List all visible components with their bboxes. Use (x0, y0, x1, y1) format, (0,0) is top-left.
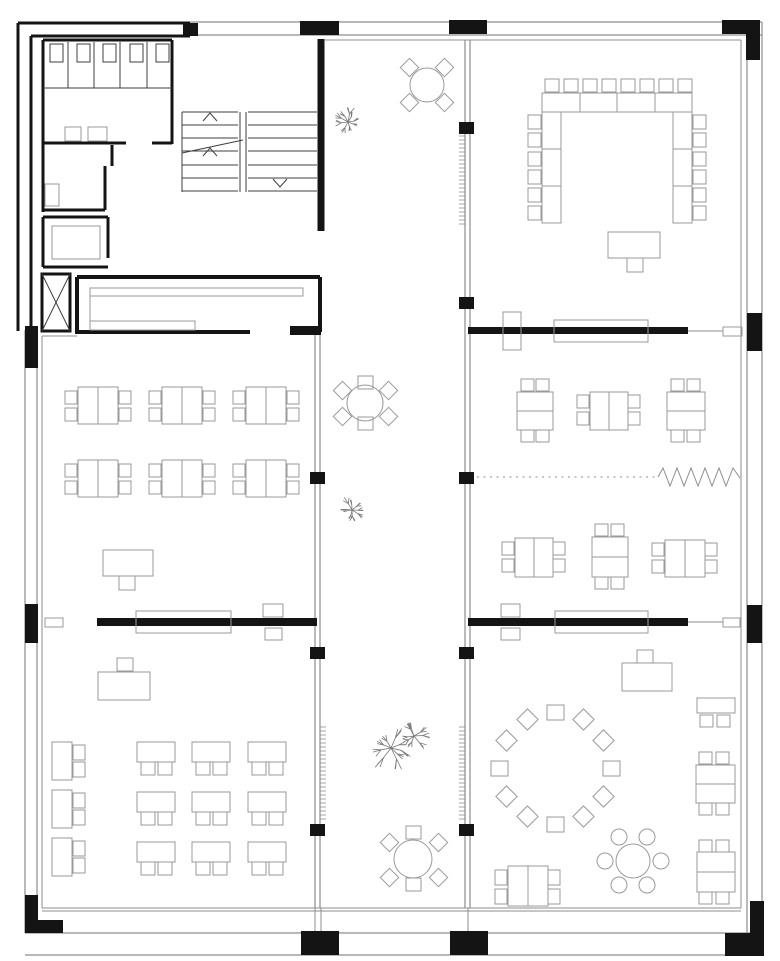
corridor-furniture (333, 58, 453, 891)
elevator-shaft (42, 274, 70, 331)
conference-room-furniture (528, 79, 706, 272)
cloakroom-counter (90, 288, 303, 330)
sliding-partition-north (468, 312, 742, 350)
sliding-partition-southwest (45, 604, 317, 640)
room-divider-east (477, 468, 740, 486)
classroom-southwest-furniture (52, 658, 286, 876)
classroom-west-furniture (65, 387, 299, 590)
activity-room-southeast-furniture (491, 650, 735, 906)
sliding-partition-southeast (468, 604, 740, 640)
corridor-walls (315, 40, 470, 908)
facade-walls (25, 22, 764, 956)
facade-piers (25, 20, 764, 956)
staircase (182, 112, 317, 192)
structural-columns (310, 122, 474, 836)
wc-room (43, 40, 172, 212)
trees (335, 107, 429, 769)
utility-room (43, 166, 105, 210)
elevator-room (43, 217, 108, 267)
